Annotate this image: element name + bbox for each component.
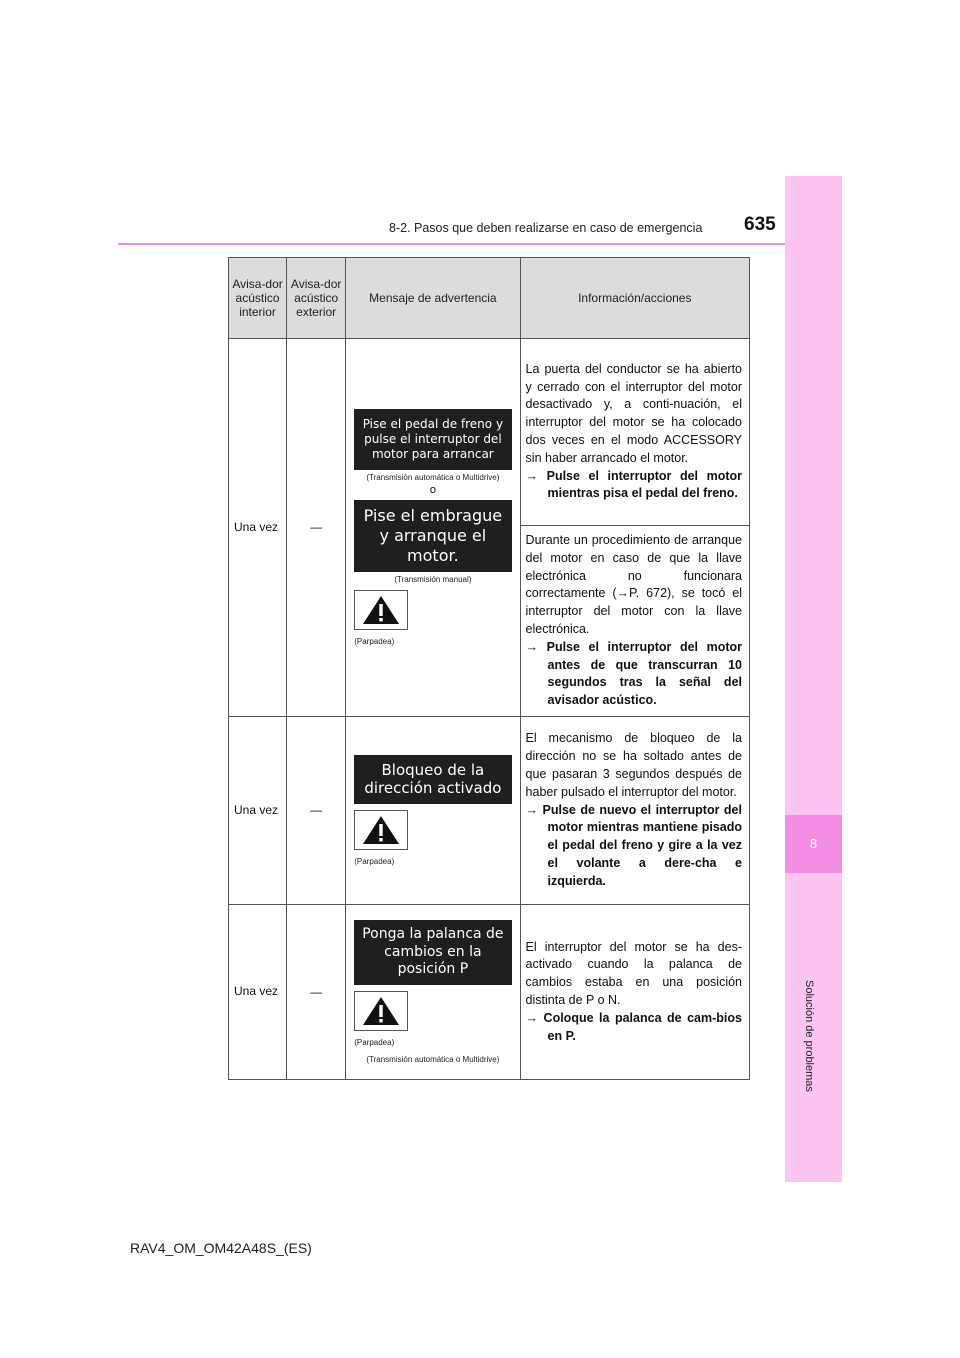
table-row xyxy=(229,716,750,904)
transmission-note: (Transmisión automática o Multidrive) xyxy=(366,1054,500,1064)
info-cell xyxy=(520,339,749,526)
action-text: → Pulse de nuevo el interruptor del motor mientras mantiene pisado el pedal del freno y gire a la vez el volante a dere-cha e izquierda. xyxy=(525,802,742,888)
info-text: El interruptor del motor se ha des-activado cuando la palanca de cambios estaba en una posición distinta de P o N. xyxy=(525,939,742,1007)
warning-message-cell xyxy=(346,339,520,717)
warning-message-cell xyxy=(346,716,520,904)
blink-label: (Parpadea) xyxy=(354,1037,395,1047)
warning-indicator xyxy=(354,590,513,646)
blink-label: (Parpadea) xyxy=(354,857,395,867)
warning-indicator xyxy=(354,810,513,866)
info-text: El mecanismo de bloqueo de la dirección no se ha soltado antes de que pasaran 3 segundos después de haber pulsado el interruptor del motor. xyxy=(525,731,742,799)
header-divider xyxy=(118,243,785,245)
document-code: RAV4_OM_OM42A48S_(ES) xyxy=(130,1240,312,1256)
warning-table xyxy=(228,257,750,1080)
warning-indicator xyxy=(354,991,513,1047)
page-number: 635 xyxy=(744,214,776,235)
exterior-buzzer-cell: — xyxy=(287,904,346,1079)
message-display: Pise el pedal de freno y pulse el interruptor del motor para arrancar xyxy=(354,409,512,470)
interior-buzzer-cell: Una vez xyxy=(229,904,287,1079)
header-warning-message: Mensaje de advertencia xyxy=(346,258,520,339)
section-title: 8-2. Pasos que deben realizarse en caso de emergencia xyxy=(389,221,703,235)
table-row xyxy=(229,904,750,1079)
info-cell xyxy=(520,716,749,904)
chapter-title: Solución de problemas xyxy=(803,980,815,1092)
chapter-number-tab: 8 xyxy=(785,815,842,873)
interior-buzzer-cell: Una vez xyxy=(229,716,287,904)
table-header-row xyxy=(229,258,750,339)
action-text: → Pulse el interruptor del motor antes de que transcurran 10 segundos tras la señal del avisador acústico. xyxy=(525,639,742,708)
transmission-note: (Transmisión manual) xyxy=(394,574,472,584)
action-text: → Coloque la palanca de cam-bios en P. xyxy=(525,1010,742,1043)
exterior-buzzer-cell: — xyxy=(287,716,346,904)
header-exterior-buzzer: Avisa-dor acústico exterior xyxy=(287,258,346,339)
transmission-note: (Transmisión automática o Multidrive) xyxy=(366,472,500,482)
warning-message-cell xyxy=(346,904,520,1079)
warning-triangle-icon xyxy=(354,810,408,850)
info-cell xyxy=(520,526,749,717)
exterior-buzzer-cell: — xyxy=(287,339,346,717)
blink-label: (Parpadea) xyxy=(354,636,395,646)
header-info-actions: Información/acciones xyxy=(520,258,749,339)
message-display: Pise el embrague y arranque el motor. xyxy=(354,500,512,572)
info-cell xyxy=(520,904,749,1079)
action-text: → Pulse el interruptor del motor mientras pisa el pedal del freno. xyxy=(525,468,742,501)
header-interior-buzzer: Avisa-dor acústico interior xyxy=(229,258,287,339)
message-display: Bloqueo de la dirección activado xyxy=(354,755,512,805)
interior-buzzer-cell: Una vez xyxy=(229,339,287,717)
info-text: Durante un procedimiento de arranque del motor en caso de que la llave electrónica no funcionara correctamente (→P. 672), se tocó el interruptor del motor con la llave electrónica. xyxy=(525,533,742,636)
table-row xyxy=(229,339,750,526)
warning-triangle-icon xyxy=(354,590,408,630)
warning-triangle-icon xyxy=(354,991,408,1031)
info-text: La puerta del conductor se ha abierto y cerrado con el interruptor del motor desactivado y, a conti-nuación, el interruptor del motor se ha colocado dos veces en el modo ACCESSORY sin haber arrancado el motor. xyxy=(525,361,742,465)
message-display: Ponga la palanca de cambios en la posición P xyxy=(354,920,512,985)
or-label: o xyxy=(429,483,436,496)
